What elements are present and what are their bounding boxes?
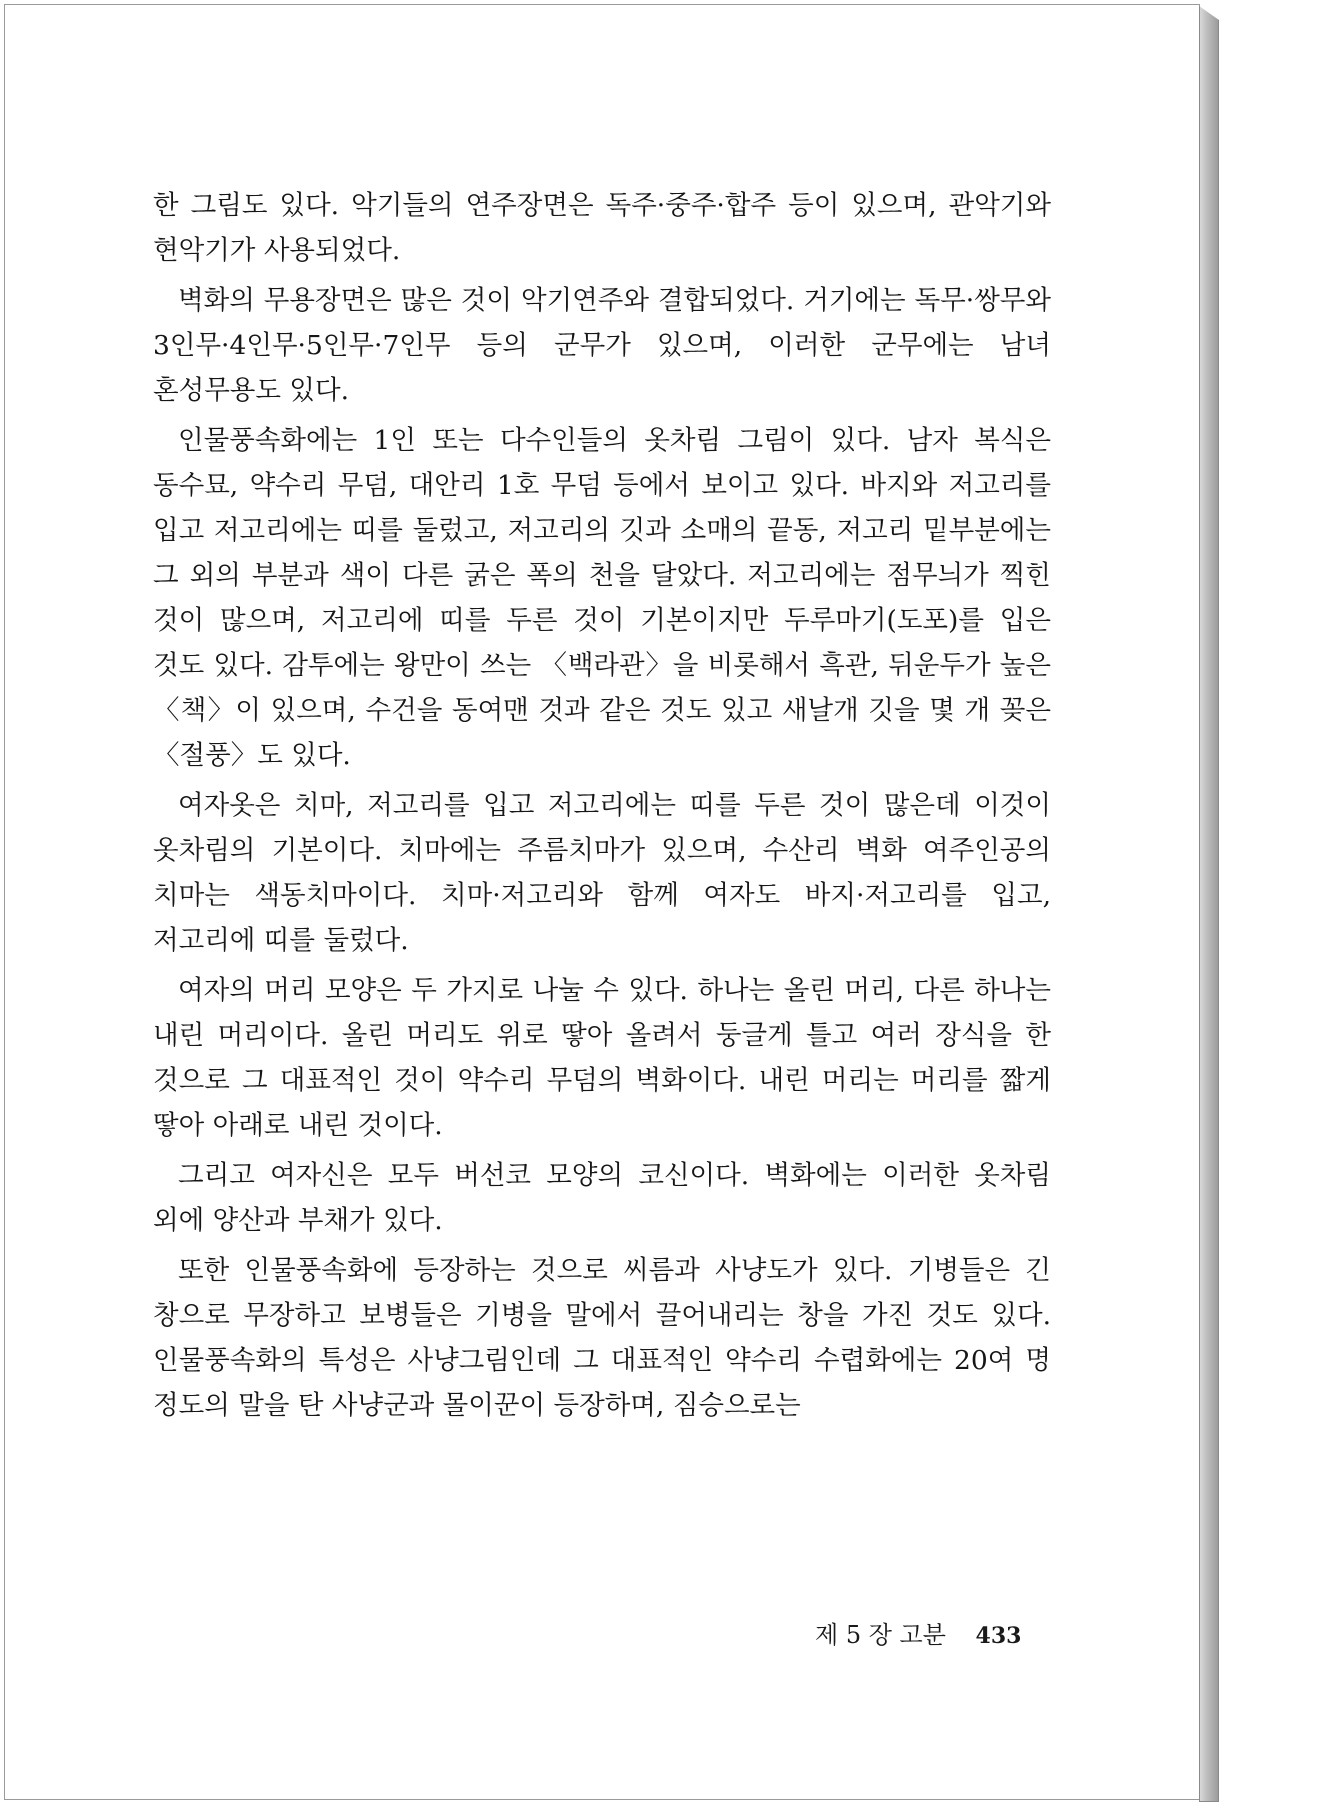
page-footer (815, 1615, 1021, 1650)
paragraph-5: 여자의 머리 모양은 두 가지로 나눌 수 있다. 하나는 올린 머리, 다른 하나는 내린 머리이다. 올린 머리도 위로 땋아 올려서 둥글게 틀고 여러 장식을 한 것으로 그 대표적인 것이 약수리 무덤의 벽화이다. 내린 머리는 머리를 짧게 땋아 아래로 내린 것이다. (153, 975, 1051, 1141)
body-text (153, 183, 1051, 1433)
book-page (4, 4, 1200, 1800)
paragraph-4: 여자옷은 치마, 저고리를 입고 저고리에는 띠를 두른 것이 많은데 이것이 옷차림의 기본이다. 치마에는 주름치마가 있으며, 수산리 벽화 여주인공의 치마는 색동치마이다. 치마·저고리와 함께 여자도 바지·저고리를 입고, 저고리에 띠를 둘렀다. (153, 790, 1051, 956)
paragraph-6: 그리고 여자신은 모두 버선코 모양의 코신이다. 벽화에는 이러한 옷차림 외에 양산과 부채가 있다. (153, 1160, 1051, 1236)
paragraph-1: 한 그림도 있다. 악기들의 연주장면은 독주·중주·합주 등이 있으며, 관악기와 현악기가 사용되었다. (153, 190, 1051, 266)
paragraph-2: 벽화의 무용장면은 많은 것이 악기연주와 결합되었다. 거기에는 독무·쌍무와 3인무·4인무·5인무·7인무 등의 군무가 있으며, 이러한 군무에는 남녀 혼성무용도 있다. (153, 285, 1051, 406)
chapter-title: 제 5 장 고분 (815, 1621, 946, 1649)
paragraph-7: 또한 인물풍속화에 등장하는 것으로 씨름과 사냥도가 있다. 기병들은 긴 창으로 무장하고 보병들은 기병을 말에서 끌어내리는 창을 가진 것도 있다. 인물풍속화의 특성은 사냥그림인데 그 대표적인 약수리 수렵화에는 20여 명 정도의 말을 탄 사냥군과 몰이꾼이 등장하며, 짐승으로는 (153, 1255, 1051, 1421)
page-number: 433 (975, 1623, 1022, 1649)
page-edge-shadow (1199, 6, 1219, 1802)
paragraph-3: 인물풍속화에는 1인 또는 다수인들의 옷차림 그림이 있다. 남자 복식은 동수묘, 약수리 무덤, 대안리 1호 무덤 등에서 보이고 있다. 바지와 저고리를 입고 저고리에는 띠를 둘렀고, 저고리의 깃과 소매의 끝동, 저고리 밑부분에는 그 외의 부분과 색이 다른 굵은 폭의 천을 달았다. 저고리에는 점무늬가 찍힌 것이 많으며, 저고리에 띠를 두른 것이 기본이지만 두루마기(도포)를 입은 것도 있다. 감투에는 왕만이 쓰는 〈백라관〉을 비롯해서 흑관, 뒤운두가 높은 〈책〉이 있으며, 수건을 동여맨 것과 같은 것도 있고 새날개 깃을 몇 개 꽂은 〈절풍〉도 있다. (153, 425, 1051, 771)
